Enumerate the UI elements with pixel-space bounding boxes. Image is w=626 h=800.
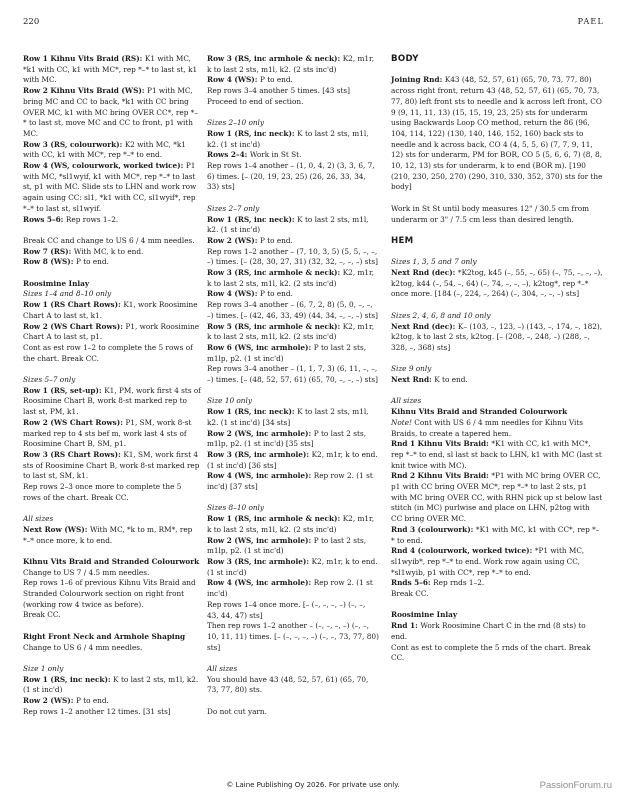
paragraph [207,557,379,578]
row-label: Row 7 (RS): [23,246,74,256]
row-label: Row 2 (WS, inc armhole): [207,535,314,545]
row-label: Row 3 (RS, inc armhole): [207,449,312,459]
row-label: Rnd 3 (colourwork): [391,524,476,534]
subsection-heading [23,632,201,643]
paragraph [207,675,379,696]
instruction-text: Rep rows 1–2. [65,214,119,224]
row-label: Row 1 (RS, inc neck): [207,407,298,417]
instruction-text: K43 (48, 52, 57, 61) (65, 70, 73, 77, 80) across right front, return 43 (48, 52, 57, 61) (65, 70, 73, 77, 80) left front sts to needle and k across left front, CO 9 (9, 11, 11, 13) (15, 15, 19, 23, 25) sts for underarm using Backwards Loop CO method, return the 86 (96, 104, 114, 122) (130, 140, 146, 152, 160) back sts to needle and k across back, CO 4 (4, 5, 5, 6) (7, 7, 9, 11, 12) sts for underarm, PM for BOR, CO 5 (5, 6, 6, 7) (8, 8, 10, 12, 13) sts for underarm, k to end (BOR m). [190 (210, 230, 250, 270) (290, 310, 330, 352, 370) sts for the body] [391,75,603,192]
instruction-text: P to end. [259,75,293,85]
paragraph [391,418,603,439]
italic-text: Sizes 2–7 only [207,203,260,213]
instruction-text: Rep rows 3–4 another 5 times. [43 sts] [207,86,351,96]
section-heading: HEM [391,235,414,246]
instruction-text: Cont as est to complete the 5 rnds of the chart. Break CC. [391,642,591,663]
paragraph [391,268,603,300]
paragraph [391,578,603,589]
section-heading: BODY [391,54,419,64]
instruction-text: Rep rows 3–4 another – (1, 1, 7, 3) (6, 11, –, –, –) times. [– (48, 52, 57, 61) (65, 70, –, –, –) sts] [207,364,378,385]
row-label: Row 3 (RS, inc armhole): [207,556,312,566]
row-label: Row 4 (WS, colourwork, worked twice): [23,161,186,171]
instruction-text: K1, work Roosimine Chart A to last st, k1. [23,300,198,320]
italic-text: Sizes 1, 3, 5 and 7 only [391,257,477,267]
instruction-text: Rep rows 3–4 another – (6, 7, 2, 8) (5, 0, –, –, –) times. [– (42, 46, 33, 49) (44, 34, –, –, –) sts] [207,300,378,320]
row-label: Row 4 (WS): [207,75,260,85]
paragraph [207,75,379,86]
row-label: Row 1 Kihnu Vits Braid (RS): [23,54,145,63]
instruction-text: K to last 2 sts, m1l, k2. (1 st inc'd) [207,128,369,149]
paragraph [207,54,379,75]
paragraph [207,322,379,343]
paragraph [207,621,379,653]
paragraph [207,578,379,599]
paragraph [391,364,603,375]
paragraph [207,514,379,535]
subsection-title: Roosimine Inlay [391,610,458,620]
italic-text: Size 10 only [207,396,252,406]
instruction-text: Cont with US 6 / 4 mm needles for Kihnu Vits Braids, to create a tapered hem. [391,417,584,438]
subsection-heading [23,557,201,568]
instruction-text: Work in St St until body measures 12" / 30.5 cm from underarm or 3" / 7.5 cm less than desired length. [391,203,590,224]
row-label: Rows 2–4: [207,150,250,160]
row-label: Row 4 (WS): [207,289,260,299]
instruction-text: Work in St St. [249,150,302,160]
row-label: Row 4 (WS, inc armhole): [207,578,314,588]
instruction-text: K2, m1r, k to last 2 sts, m1l, k2. (2 sts inc'd) [207,321,375,342]
paragraph [23,675,201,696]
instruction-text: Break CC. [391,589,429,599]
row-label: Row 3 (RS, inc armhole & neck): [207,54,343,63]
subsection-title: Roosimine Inlay [23,278,90,288]
column-right [391,54,603,664]
paragraph [23,696,201,707]
instruction-text: Rep row 2. (1 st inc'd) [207,578,373,599]
instruction-text: Proceed to end of section. [207,96,304,106]
row-label: Row 1 (RS Chart Rows): [23,300,124,310]
instruction-text: With MC, *k to m, RM*, rep *–* once more, k to end. [23,524,193,545]
instruction-text: P to end. [75,257,109,267]
instruction-text: Rep row 2. (1 st inc'd) [37 sts] [207,471,373,492]
paragraph [391,546,603,578]
paragraph [23,514,201,525]
paragraph [23,482,201,503]
row-label: Rnd 4 (colourwork, worked twice): [391,546,535,556]
italic-text: Sizes 2, 4, 6, 8 and 10 only [391,310,491,320]
instruction-text: K2, m1r, k to end. (1 st inc'd) [36 sts] [207,449,378,470]
instruction-text: K– (103, –, 123, –) (143, –, 174, –, 182), k2tog, k to last 2 sts, k2tog. [– (208, –, 248, –) (288, –, 328, –, 368) sts] [391,321,603,352]
row-label: Row 1 (RS, inc armhole & neck): [207,514,343,524]
paragraph [23,322,201,343]
instruction-text: Work Roosimine Chart C in the rnd (8 sts) to end. [391,621,586,641]
paragraph [391,322,603,354]
row-label: Rnd 2 Kihnu Vits Braid: [391,471,492,481]
instruction-text: K to last 2 sts, m1l, k2. (1 st inc'd) [34 sts] [207,407,369,427]
row-label: Row 2 (WS, inc armhole): [207,428,314,438]
paragraph [207,536,379,557]
paragraph [391,257,603,268]
column-left [23,54,201,717]
paragraph [207,300,379,321]
instruction-text: P1, SM, work 8-st marked rep to 4 sts bef m, work last 4 sts of Roosimine Chart B, SM, p1. [23,417,192,449]
row-label: Rnd 1: [391,621,421,631]
instruction-text: Change to US 7 / 4.5 mm needles. [23,567,150,577]
instruction-text: K to end. [434,375,468,384]
paragraph [23,343,201,364]
paragraph [23,707,201,718]
paragraph [207,407,379,428]
instruction-text: Rep rows 1–4 once more. [– (–, –, –, –) (–, –, 43, 44, 47) sts] [207,599,366,620]
paragraph [207,236,379,247]
row-label: Row 2 (WS): [207,235,260,245]
paragraph [207,664,379,675]
paragraph [207,364,379,385]
instruction-text: P1 with MC, bring MC and CC to back, *k1 with CC bring OVER MC, k1 with MC bring OVER CC*, rep *–* to last st, move MC and CC to front, p1 with MC. [23,86,198,138]
instruction-text: K2, m1r, k to last 2 sts, m1l, k2. (2 sts inc'd) [207,54,375,74]
page-number: 220 [23,17,40,27]
paragraph [23,386,201,418]
row-label: Next Rnd (dec): [391,268,458,277]
instruction-text: Rep rows 2–3 once more to complete the 5 rows of the chart. Break CC. [23,482,182,502]
row-label: Row 1 (RS, set-up): [23,385,105,395]
paragraph [391,525,603,546]
row-label: Row 8 (WS): [23,257,76,267]
italic-text: Sizes 2–10 only [207,118,265,128]
italic-text: Sizes 5–7 only [23,375,76,385]
paragraph [391,311,603,322]
paragraph [207,471,379,492]
instruction-text: *P1 with MC, sl1wyib*, rep *–* to end. Work row again using CC, *sl1wyib, p1 with CC*, rep *–* to end. [391,546,585,577]
row-label: Row 6 (WS, inc armhole): [207,342,314,352]
row-label: Row 5 (RS, inc armhole & neck): [207,321,343,331]
instruction-text: With MC, k to end. [73,246,144,256]
instruction-text: Rep rows 1–2 another – (7, 10, 3, 5) (5, 5, –, –, –) times. [– (28, 30, 27, 31) (32, 32, –, –, –) sts] [207,246,378,267]
paragraph [23,418,201,450]
paragraph [23,578,201,610]
column-middle [207,54,379,718]
row-label: Next Row (WS): [23,524,90,534]
watermark: PassionForum.ru [539,780,612,791]
paragraph [23,289,201,300]
paragraph [207,161,379,193]
paragraph [207,247,379,268]
paragraph [391,396,603,407]
subsection-heading [391,407,603,418]
paragraph [391,439,603,471]
paragraph [207,707,379,718]
paragraph [23,247,201,258]
row-label: Row 1 (RS, inc neck): [207,214,298,224]
paragraph [207,129,379,150]
instruction-text: Rep rows 1–6 of previous Kihnu Vits Braid and Stranded Colourwork section on right front (working row 4 twice as before). [23,578,196,609]
subsection-heading [23,279,201,290]
instruction-text: K2, m1r, k to last 2 sts, m1l, k2. (2 sts inc'd) [207,514,375,534]
paragraph [23,664,201,675]
instruction-text: P1 with MC, *sl1wyif, k1 with MC*, rep *–* to last st, p1 with MC. Slide sts to LHN and work row again using CC: sl1, *k1 with CC, sl1wyif*, rep *–* to last st, sl1wyif. [23,161,197,213]
row-label: Joining Rnd: [391,75,445,85]
instruction-text: P to end. [259,289,293,299]
italic-text: Sizes 8–10 only [207,503,265,513]
instruction-text: Do not cut yarn. [207,706,267,716]
instruction-text: Rep rows 1–2 another 12 times. [31 sts] [23,706,171,716]
paragraph [391,589,603,600]
paragraph [391,375,603,386]
paragraph [23,568,201,579]
row-label: Row 1 (RS, inc neck): [23,674,114,684]
paragraph [207,289,379,300]
paragraph [23,375,201,386]
italic-text: Sizes 1–4 and 8–10 only [23,289,112,299]
paragraph [391,621,603,642]
row-label: Row 2 (WS): [23,696,76,706]
paragraph [207,97,379,108]
paragraph [207,343,379,364]
row-label: Row 2 Kihnu Vits Braid (WS): [23,86,148,96]
paragraph [207,215,379,236]
instruction-text: Break CC. [23,610,61,620]
paragraph [23,161,201,215]
instruction-text: Rep rows 1–4 another – (1, 0, 4, 2) (3, 3, 6, 7, 6) times. [– (20, 19, 23, 25) (26, 26, 33, 34, 33) sts] [207,161,375,192]
paragraph [207,268,379,289]
instruction-text: *P1 with MC bring OVER CC, p1 with CC bring OVER MC*, rep *–* to last 2 sts, p1 with MC bring OVER CC, with RHN pick up st below last stitch (in MC) purlwise and place on LHN, p2tog with CC bring OVER MC. [391,471,603,524]
instruction-text: Rep rnds 1–2. [433,578,485,588]
row-label: Row 2 (WS Chart Rows): [23,321,126,331]
instruction-text: P to last 2 sts, m1lp, p2. (1 st inc'd) [35 sts] [207,428,367,449]
row-label: Row 3 (RS Chart Rows): [23,449,124,459]
instruction-text: *K1 with CC, k1 with MC*, rep *–* to end, sl last st back to LHN, k1 with MC (last st knit twice with MC). [391,439,602,470]
row-label: Row 3 (RS, colourwork): [23,139,125,149]
paragraph [391,471,603,525]
paragraph [207,118,379,129]
instruction-text: P1, work Roosimine Chart A to last st, p1. [23,321,200,342]
instruction-text: K1, SM, work first 4 sts of Roosimine Chart B, work 8-st marked rep to last st, SM, k1. [23,449,200,481]
instruction-text: *K1 with MC, k1 with CC*, rep *–* to end. [391,524,600,545]
instruction-text: P to last 2 sts, m1lp, p2. (1 st inc'd) [207,342,367,363]
paragraph [23,450,201,482]
instruction-text: K2 with MC, *k1 with CC, k1 with MC*, rep *–* to end. [23,139,186,160]
instruction-text: K1 with MC, *k1 with CC, k1 with MC*, rep *–* to last st, k1 with MC. [23,54,198,85]
paragraph [207,429,379,450]
row-label: Rnd 1 Kihnu Vits Braid: [391,439,492,449]
paragraph [207,204,379,215]
italic-text: All sizes [23,514,54,524]
paragraph [391,75,603,193]
paragraph [391,643,603,664]
paragraph [23,525,201,546]
instruction-text: P to end. [259,235,293,245]
paragraph [207,150,379,161]
instruction-text: P to last 2 sts, m1lp, p2. (1 st inc'd) [207,535,367,556]
row-label: Row 4 (WS, inc armhole): [207,471,314,481]
paragraph [207,600,379,621]
subsection-title: Kihnu Vits Braid and Stranded Colourwork [23,556,200,566]
instruction-text: K1, PM, work first 4 sts of Roosimine Chart B, work 8-st marked rep to last st, PM, k1. [23,385,202,417]
row-label: Row 3 (RS, inc armhole & neck): [207,268,343,278]
row-label: Row 1 (RS, inc neck): [207,128,298,138]
running-header: PAEL [577,17,604,26]
paragraph [23,300,201,321]
paragraph [207,450,379,471]
row-label: Row 2 (WS Chart Rows): [23,417,126,427]
paragraph [207,86,379,97]
italic-text: Size 9 only [391,364,432,374]
instruction-text: K to last 2 sts, m1l, k2. (1 st inc'd) [23,674,199,695]
paragraph [23,257,201,268]
paragraph [23,86,201,140]
paragraph [23,140,201,161]
instruction-text: Then rep rows 1–2 another – (–, –, –, –) (–, –, 10, 11, 11) times. [– (–, –, –, –) (–, –, 73, 77, 80) sts] [207,621,379,652]
paragraph [391,204,603,225]
instruction-text: *K2tog, k45 (–, 55, –, 65) (–, 75, –, –, –), k2tog, k44 (–, 54, –, 64) (–, 74, –, –, –), k2tog*, rep *–* once more. [184 (–, 224, –, 264) (–, 304, –, –, –) sts] [391,268,603,299]
row-label: Rows 5–6: [23,214,66,224]
paragraph [207,396,379,407]
italic-text: All sizes [207,664,238,673]
italic-text: All sizes [391,396,422,406]
subsection-title: Right Front Neck and Armhole Shaping [23,631,186,641]
row-label: Rnds 5–6: [391,578,434,588]
subsection-title: Kihnu Vits Braid and Stranded Colourwork [391,407,568,417]
italic-text: Note! [391,417,415,427]
instruction-text: Break CC and change to US 6 / 4 mm needles. [23,235,195,245]
instruction-text: K2, m1r, k to last 2 sts, m1l, k2. (2 sts inc'd) [207,268,375,288]
paragraph [207,503,379,514]
paragraph [23,215,201,226]
italic-text: Size 1 only [23,663,64,673]
row-label: Next Rnd (dec): [391,321,458,331]
paragraph [23,643,201,654]
instruction-text: Cont as est row 1–2 to complete the 5 rows of the chart. Break CC. [23,342,193,363]
paragraph [23,236,201,247]
instruction-text: K2, m1r, k to end. (1 st inc'd) [207,556,378,577]
instruction-text: Change to US 6 / 4 mm needles. [23,642,143,652]
instruction-text: You should have 43 (48, 52, 57, 61) (65, 70, 73, 77, 80) sts. [207,674,369,695]
row-label: Next Rnd: [391,375,435,384]
paragraph [23,610,201,621]
instruction-text: K to last 2 sts, m1l, k2. (1 st inc'd) [207,214,369,235]
paragraph [23,54,201,86]
copyright-footer: © Laine Publishing Oy 2026. For private use only. [226,781,400,789]
subsection-heading [391,610,603,621]
instruction-text: P to end. [75,696,109,706]
